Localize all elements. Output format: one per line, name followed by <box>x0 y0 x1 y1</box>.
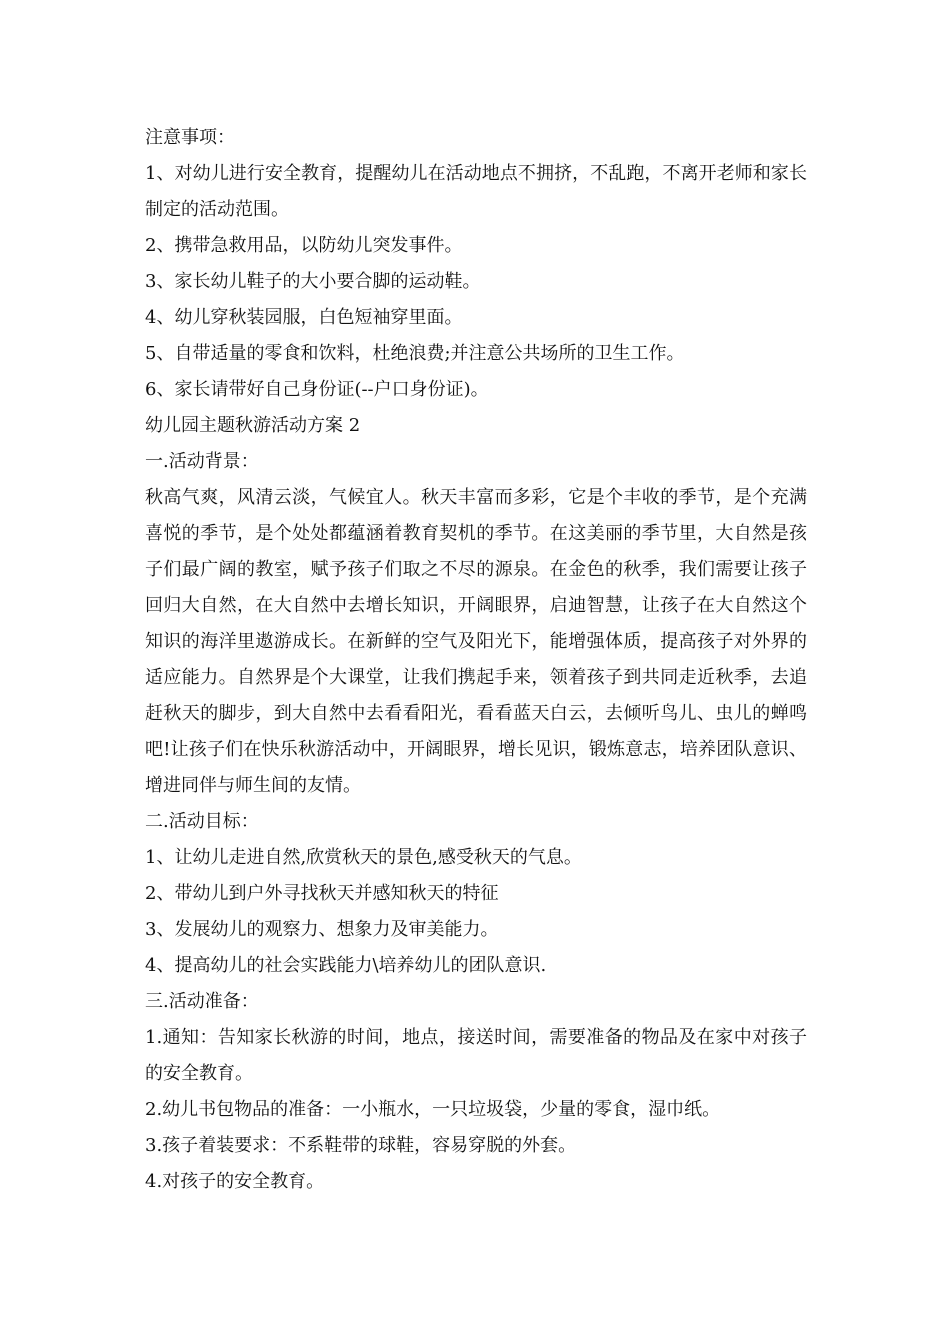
preparation-item-1: 1.通知：告知家长秋游的时间，地点，接送时间，需要准备的物品及在家中对孩子的安全教育。 <box>145 1027 807 1084</box>
section-heading-preparation: 三.活动准备： <box>145 991 259 1012</box>
notes-heading: 注意事项： <box>145 127 235 148</box>
note-item-5: 5、自带适量的零食和饮料，杜绝浪费;并注意公共场所的卫生工作。 <box>145 343 685 364</box>
note-item-1: 1、对幼儿进行安全教育，提醒幼儿在活动地点不拥挤，不乱跑，不离开老师和家长制定的活动范围。 <box>145 163 807 220</box>
goal-item-3: 3、发展幼儿的观察力、想象力及审美能力。 <box>145 919 499 940</box>
note-item-3: 3、家长幼儿鞋子的大小要合脚的运动鞋。 <box>145 271 481 292</box>
section-heading-background: 一.活动背景： <box>145 451 259 472</box>
goal-item-4: 4、提高幼儿的社会实践能力\培养幼儿的团队意识. <box>145 955 547 976</box>
preparation-item-4: 4.对孩子的安全教育。 <box>145 1171 325 1192</box>
preparation-item-2: 2.幼儿书包物品的准备：一小瓶水，一只垃圾袋，少量的零食，湿巾纸。 <box>145 1099 721 1120</box>
section-heading-goals: 二.活动目标： <box>145 811 259 832</box>
document-body <box>145 120 807 1200</box>
note-item-4: 4、幼儿穿秋装园服，白色短袖穿里面。 <box>145 307 463 328</box>
note-item-2: 2、携带急救用品，以防幼儿突发事件。 <box>145 235 463 256</box>
preparation-item-3: 3.孩子着装要求：不系鞋带的球鞋，容易穿脱的外套。 <box>145 1135 577 1156</box>
plan-title: 幼儿园主题秋游活动方案 2 <box>145 415 361 436</box>
background-paragraph: 秋高气爽，风清云淡，气候宜人。秋天丰富而多彩，它是个丰收的季节，是个充满喜悦的季节，是个处处都蕴涵着教育契机的季节。在这美丽的季节里，大自然是孩子们最广阔的教室，赋予孩子们取之不尽的源泉。在金色的秋季，我们需要让孩子回归大自然，在大自然中去增长知识，开阔眼界，启迪智慧，让孩子在大自然这个知识的海洋里遨游成长。在新鲜的空气及阳光下，能增强体质，提高孩子对外界的适应能力。自然界是个大课堂，让我们携起手来，领着孩子到共同走近秋季，去追赶秋天的脚步，到大自然中去看看阳光，看看蓝天白云，去倾听鸟儿、虫儿的蝉鸣吧!让孩子们在快乐秋游活动中，开阔眼界，增长见识，锻炼意志，培养团队意识、增进同伴与师生间的友情。 <box>145 487 807 796</box>
note-item-6: 6、家长请带好自己身份证(--户口身份证)。 <box>145 379 489 400</box>
goal-item-2: 2、带幼儿到户外寻找秋天并感知秋天的特征 <box>145 883 499 904</box>
goal-item-1: 1、让幼儿走进自然,欣赏秋天的景色,感受秋天的气息。 <box>145 847 582 868</box>
